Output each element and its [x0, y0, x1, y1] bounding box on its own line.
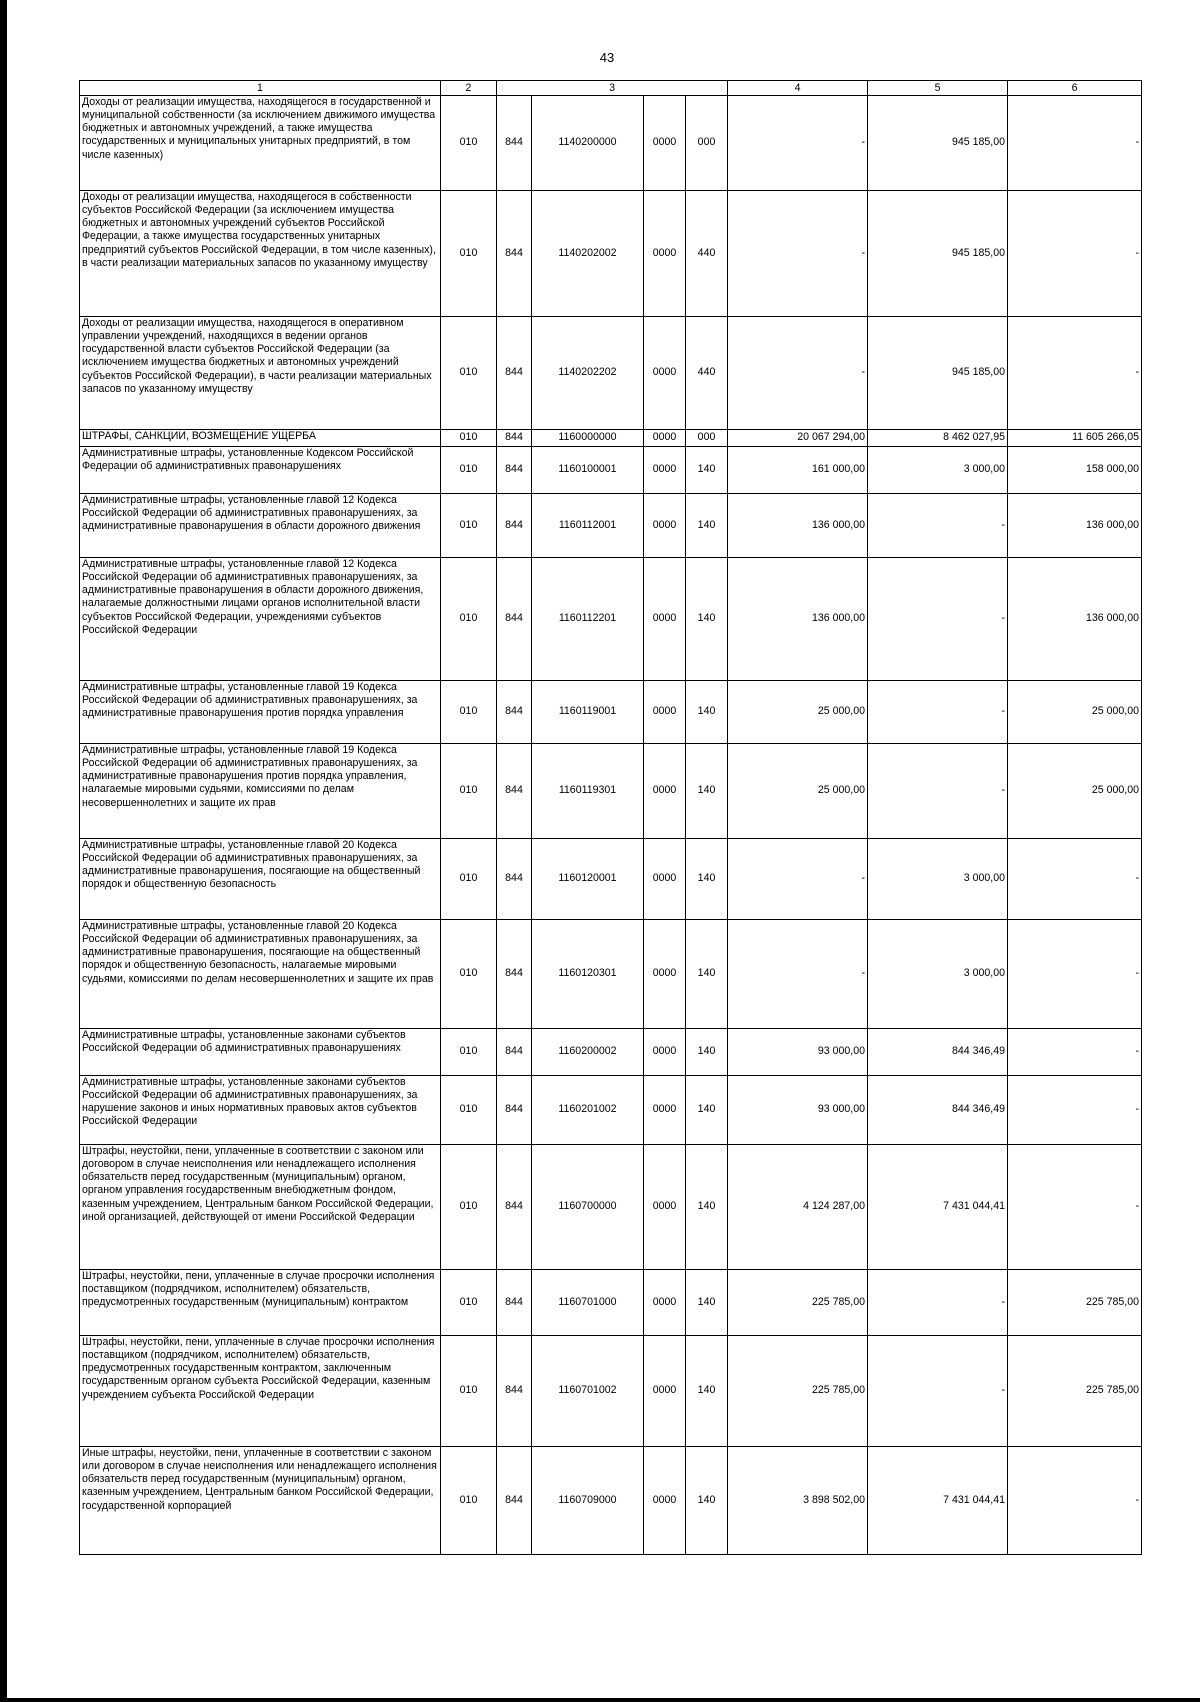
row-kosgu-code: 140: [686, 839, 728, 920]
row-description: Иные штрафы, неустойки, пени, уплаченные в соответствии с законом или договором в случае неисполнения или ненадлежащего исполнения обязательств перед государственным (муниципальным) органом, казенным учреждением, Центральным банком Российской Федерации, государственной корпорацией: [80, 1447, 441, 1555]
row-kosgu-code: 000: [686, 96, 728, 191]
header-col-5: 5: [868, 81, 1008, 96]
row-kbk-code: 1160701000: [532, 1270, 644, 1336]
table-row: [80, 1447, 1142, 1555]
row-description: Административные штрафы, установленные законами субъектов Российской Федерации об административных правонарушениях, за нарушение законов и иных нормативных правовых актов субъектов Российской Федерации: [80, 1076, 441, 1145]
row-value-col6: -: [1008, 1029, 1142, 1076]
row-value-col4: 93 000,00: [728, 1076, 868, 1145]
row-program-code: 0000: [644, 1029, 686, 1076]
row-kosgu-code: 140: [686, 1029, 728, 1076]
row-kbk-code: 1140202002: [532, 191, 644, 317]
row-kosgu-code: 140: [686, 447, 728, 494]
row-value-col6: -: [1008, 839, 1142, 920]
row-kbk-code: 1160120301: [532, 920, 644, 1029]
row-program-code: 0000: [644, 839, 686, 920]
header-col-4: 4: [728, 81, 868, 96]
row-line-code: 010: [441, 1145, 497, 1270]
row-line-code: 010: [441, 744, 497, 839]
row-value-col6: -: [1008, 96, 1142, 191]
scan-edge-left: [0, 0, 7, 1702]
row-value-col4: 25 000,00: [728, 744, 868, 839]
row-value-col4: -: [728, 317, 868, 430]
row-line-code: 010: [441, 558, 497, 681]
scan-edge-bottom: [0, 1698, 1200, 1702]
row-program-code: 0000: [644, 558, 686, 681]
row-program-code: 0000: [644, 191, 686, 317]
row-kosgu-code: 140: [686, 1447, 728, 1555]
row-description: Административные штрафы, установленные главой 20 Кодекса Российской Федерации об административных правонарушениях, за административные правонарушения, посягающие на общественный порядок и общественную безопасность, налагаемые мировыми судьями, комиссиями по делам несовершеннолетних и защите их прав: [80, 920, 441, 1029]
row-kbk-code: 1160701002: [532, 1336, 644, 1447]
row-admin-code: 844: [497, 839, 532, 920]
row-admin-code: 844: [497, 1076, 532, 1145]
row-program-code: 0000: [644, 317, 686, 430]
row-description: Административные штрафы, установленные главой 19 Кодекса Российской Федерации об административных правонарушениях, за административные правонарушения против порядка управления: [80, 681, 441, 744]
table-row: [80, 1029, 1142, 1076]
row-description: Административные штрафы, установленные главой 12 Кодекса Российской Федерации об административных правонарушениях, за административные правонарушения в области дорожного движения, налагаемые должностными лицами органов исполнительной власти субъектов Российской Федерации, учреждениями субъектов Российской Федерации: [80, 558, 441, 681]
row-admin-code: 844: [497, 1145, 532, 1270]
row-description: Доходы от реализации имущества, находящегося в собственности субъектов Российской Федерации (за исключением имущества бюджетных и автономных учреждений субъектов Российской Федерации, а также имущества государственных унитарных предприятий субъектов Российской Федерации, в том числе казенных), в части реализации материальных запасов по указанному имуществу: [80, 191, 441, 317]
row-description: Административные штрафы, установленные Кодексом Российской Федерации об административных правонарушениях: [80, 447, 441, 494]
table-row: [80, 681, 1142, 744]
table-row: [80, 920, 1142, 1029]
row-line-code: 010: [441, 920, 497, 1029]
row-kbk-code: 1160100001: [532, 447, 644, 494]
table-row: [80, 430, 1142, 447]
row-value-col5: -: [868, 558, 1008, 681]
row-value-col6: 225 785,00: [1008, 1270, 1142, 1336]
row-line-code: 010: [441, 317, 497, 430]
row-description: Штрафы, неустойки, пени, уплаченные в соответствии с законом или договором в случае неисполнения или ненадлежащего исполнения обязательств перед государственным (муниципальным) органом, органом управления государственным внебюджетным фондом, казенным учреждением, Центральным банком Российской Федерации, иной организацией, действующей от имени Российской Федерации: [80, 1145, 441, 1270]
row-kosgu-code: 140: [686, 681, 728, 744]
row-value-col4: -: [728, 920, 868, 1029]
row-value-col4: 25 000,00: [728, 681, 868, 744]
row-kosgu-code: 140: [686, 920, 728, 1029]
row-program-code: 0000: [644, 96, 686, 191]
table-row: [80, 494, 1142, 558]
row-line-code: 010: [441, 681, 497, 744]
row-kbk-code: 1160119001: [532, 681, 644, 744]
row-kosgu-code: 440: [686, 317, 728, 430]
row-value-col5: -: [868, 1270, 1008, 1336]
row-value-col5: 7 431 044,41: [868, 1145, 1008, 1270]
header-row: [80, 81, 1142, 96]
row-kbk-code: 1140202202: [532, 317, 644, 430]
table-row: [80, 1270, 1142, 1336]
row-line-code: 010: [441, 1447, 497, 1555]
row-kbk-code: 1160112201: [532, 558, 644, 681]
row-admin-code: 844: [497, 317, 532, 430]
row-program-code: 0000: [644, 1447, 686, 1555]
row-kbk-code: 1160119301: [532, 744, 644, 839]
row-value-col5: 3 000,00: [868, 920, 1008, 1029]
row-program-code: 0000: [644, 744, 686, 839]
row-value-col5: -: [868, 744, 1008, 839]
row-admin-code: 844: [497, 681, 532, 744]
row-kbk-code: 1160700000: [532, 1145, 644, 1270]
row-admin-code: 844: [497, 191, 532, 317]
row-value-col4: 136 000,00: [728, 558, 868, 681]
table-row: [80, 317, 1142, 430]
row-value-col6: 25 000,00: [1008, 744, 1142, 839]
row-kosgu-code: 440: [686, 191, 728, 317]
row-program-code: 0000: [644, 1145, 686, 1270]
row-kbk-code: 1160709000: [532, 1447, 644, 1555]
row-value-col4: 20 067 294,00: [728, 430, 868, 447]
row-admin-code: 844: [497, 1336, 532, 1447]
row-value-col6: 136 000,00: [1008, 558, 1142, 681]
row-program-code: 0000: [644, 494, 686, 558]
row-value-col6: -: [1008, 1145, 1142, 1270]
row-line-code: 010: [441, 96, 497, 191]
row-description: Штрафы, неустойки, пени, уплаченные в случае просрочки исполнения поставщиком (подрядчиком, исполнителем) обязательств, предусмотренных государственным контрактом, заключенным государственным органом субъекта Российской Федерации, казенным учреждением субъекта Российской Федерации: [80, 1336, 441, 1447]
row-value-col6: -: [1008, 1447, 1142, 1555]
row-value-col6: 136 000,00: [1008, 494, 1142, 558]
row-kbk-code: 1160200002: [532, 1029, 644, 1076]
row-admin-code: 844: [497, 1447, 532, 1555]
row-value-col6: -: [1008, 920, 1142, 1029]
row-value-col4: -: [728, 191, 868, 317]
row-description: Штрафы, неустойки, пени, уплаченные в случае просрочки исполнения поставщиком (подрядчиком, исполнителем) обязательств, предусмотренных государственным (муниципальным) контрактом: [80, 1270, 441, 1336]
row-kbk-code: 1160120001: [532, 839, 644, 920]
row-value-col6: 158 000,00: [1008, 447, 1142, 494]
row-value-col4: -: [728, 96, 868, 191]
row-line-code: 010: [441, 191, 497, 317]
row-value-col5: 945 185,00: [868, 191, 1008, 317]
row-program-code: 0000: [644, 447, 686, 494]
row-kosgu-code: 000: [686, 430, 728, 447]
row-value-col6: -: [1008, 1076, 1142, 1145]
table-row: [80, 558, 1142, 681]
row-kosgu-code: 140: [686, 494, 728, 558]
row-admin-code: 844: [497, 494, 532, 558]
row-line-code: 010: [441, 839, 497, 920]
header-col-1: 1: [80, 81, 441, 96]
row-value-col4: 3 898 502,00: [728, 1447, 868, 1555]
row-admin-code: 844: [497, 558, 532, 681]
row-admin-code: 844: [497, 920, 532, 1029]
row-value-col5: -: [868, 494, 1008, 558]
row-program-code: 0000: [644, 681, 686, 744]
row-admin-code: 844: [497, 447, 532, 494]
table-row: [80, 1076, 1142, 1145]
row-value-col5: 3 000,00: [868, 447, 1008, 494]
row-value-col4: 93 000,00: [728, 1029, 868, 1076]
table-row: [80, 839, 1142, 920]
row-description: Доходы от реализации имущества, находящегося в оперативном управлении учреждений, находящихся в ведении органов государственной власти субъектов Российской Федерации (за исключением имущества бюджетных и автономных учреждений субъектов Российской Федерации), в части реализации материальных запасов по указанному имуществу: [80, 317, 441, 430]
row-kosgu-code: 140: [686, 1270, 728, 1336]
row-description: Административные штрафы, установленные главой 20 Кодекса Российской Федерации об административных правонарушениях, за административные правонарушения, посягающие на общественный порядок и общественную безопасность: [80, 839, 441, 920]
row-value-col4: -: [728, 839, 868, 920]
row-program-code: 0000: [644, 1336, 686, 1447]
row-value-col6: -: [1008, 317, 1142, 430]
row-program-code: 0000: [644, 1076, 686, 1145]
row-line-code: 010: [441, 1029, 497, 1076]
row-value-col5: 844 346,49: [868, 1076, 1008, 1145]
table-row: [80, 1145, 1142, 1270]
row-value-col4: 225 785,00: [728, 1270, 868, 1336]
row-program-code: 0000: [644, 920, 686, 1029]
row-description: Административные штрафы, установленные главой 19 Кодекса Российской Федерации об административных правонарушениях, за административные правонарушения против порядка управления, налагаемые мировыми судьями, комиссиями по делам несовершеннолетних и защите их прав: [80, 744, 441, 839]
row-value-col5: -: [868, 1336, 1008, 1447]
row-value-col4: 225 785,00: [728, 1336, 868, 1447]
row-value-col6: -: [1008, 191, 1142, 317]
header-col-6: 6: [1008, 81, 1142, 96]
row-admin-code: 844: [497, 744, 532, 839]
row-program-code: 0000: [644, 430, 686, 447]
page-number: 43: [599, 50, 615, 65]
row-kbk-code: 1160201002: [532, 1076, 644, 1145]
row-description: Административные штрафы, установленные главой 12 Кодекса Российской Федерации об административных правонарушениях, за административные правонарушения в области дорожного движения: [80, 494, 441, 558]
row-value-col4: 4 124 287,00: [728, 1145, 868, 1270]
report-table: [79, 80, 1142, 1555]
row-admin-code: 844: [497, 96, 532, 191]
row-value-col5: 945 185,00: [868, 317, 1008, 430]
row-value-col5: 844 346,49: [868, 1029, 1008, 1076]
row-kosgu-code: 140: [686, 1336, 728, 1447]
row-value-col6: 25 000,00: [1008, 681, 1142, 744]
row-value-col5: -: [868, 681, 1008, 744]
row-admin-code: 844: [497, 1029, 532, 1076]
row-admin-code: 844: [497, 430, 532, 447]
table-row: [80, 96, 1142, 191]
row-description: ШТРАФЫ, САНКЦИИ, ВОЗМЕЩЕНИЕ УЩЕРБА: [80, 430, 441, 447]
row-program-code: 0000: [644, 1270, 686, 1336]
row-value-col5: 8 462 027,95: [868, 430, 1008, 447]
table-row: [80, 744, 1142, 839]
header-col-2: 2: [441, 81, 497, 96]
table-row: [80, 1336, 1142, 1447]
row-value-col4: 161 000,00: [728, 447, 868, 494]
table-body: [80, 81, 1142, 1555]
row-line-code: 010: [441, 447, 497, 494]
row-kbk-code: 1160112001: [532, 494, 644, 558]
row-kosgu-code: 140: [686, 1076, 728, 1145]
row-line-code: 010: [441, 430, 497, 447]
row-value-col6: 225 785,00: [1008, 1336, 1142, 1447]
row-value-col5: 7 431 044,41: [868, 1447, 1008, 1555]
row-value-col5: 945 185,00: [868, 96, 1008, 191]
row-description: Доходы от реализации имущества, находящегося в государственной и муниципальной собственности (за исключением движимого имущества бюджетных и автономных учреждений, а также имущества государственных и муниципальных унитарных предприятий, в том числе казенных): [80, 96, 441, 191]
row-description: Административные штрафы, установленные законами субъектов Российской Федерации об административных правонарушениях: [80, 1029, 441, 1076]
row-line-code: 010: [441, 1336, 497, 1447]
row-value-col5: 3 000,00: [868, 839, 1008, 920]
row-kbk-code: 1140200000: [532, 96, 644, 191]
row-admin-code: 844: [497, 1270, 532, 1336]
row-kbk-code: 1160000000: [532, 430, 644, 447]
header-col-3: 3: [497, 81, 728, 96]
table-row: [80, 447, 1142, 494]
row-kosgu-code: 140: [686, 1145, 728, 1270]
row-line-code: 010: [441, 1076, 497, 1145]
table-row: [80, 191, 1142, 317]
row-kosgu-code: 140: [686, 744, 728, 839]
row-value-col4: 136 000,00: [728, 494, 868, 558]
row-line-code: 010: [441, 1270, 497, 1336]
row-kosgu-code: 140: [686, 558, 728, 681]
row-value-col6: 11 605 266,05: [1008, 430, 1142, 447]
row-line-code: 010: [441, 494, 497, 558]
